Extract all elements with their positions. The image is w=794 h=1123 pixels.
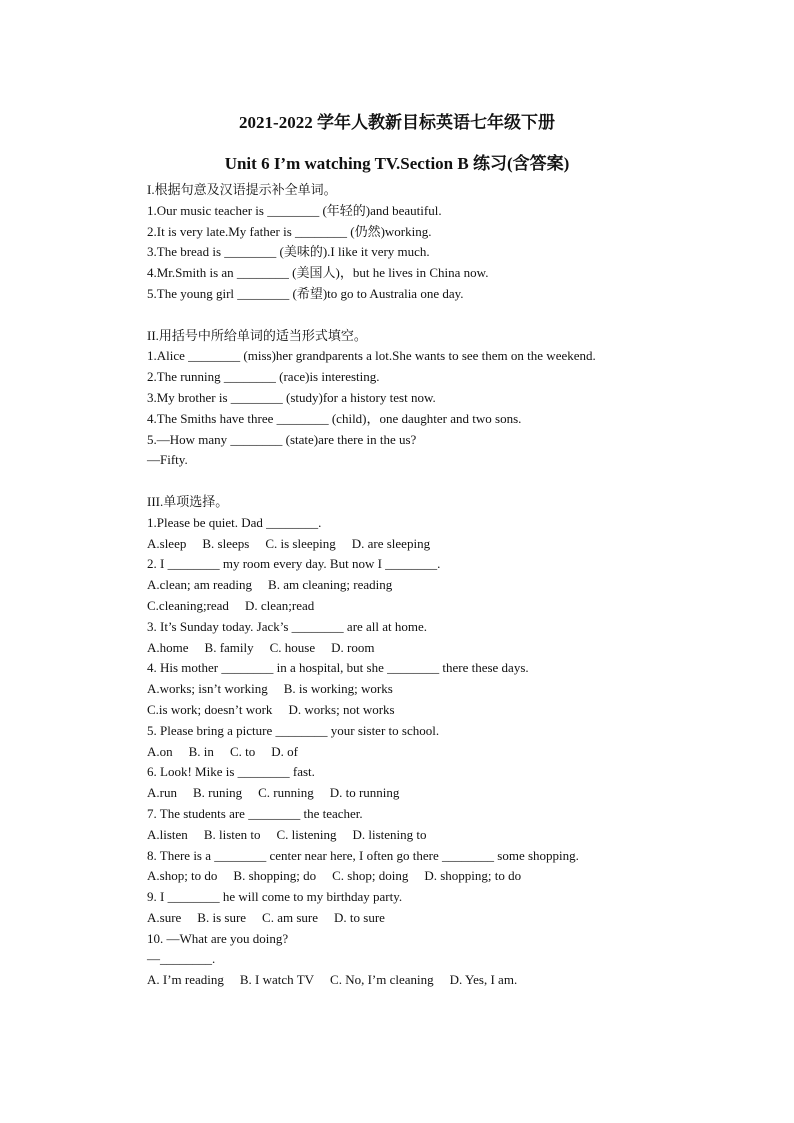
options-row xyxy=(147,825,767,846)
option: A.sure xyxy=(147,909,182,925)
option: C. running xyxy=(258,785,314,801)
option: A. I’m reading xyxy=(147,972,224,988)
option: D. works; not works xyxy=(288,701,395,717)
question: 10. —What are you doing? xyxy=(147,930,289,946)
option: B. runing xyxy=(192,785,243,801)
option: D. clean;read xyxy=(244,597,315,613)
option: B. in xyxy=(188,743,214,759)
options-row xyxy=(147,866,767,887)
option: B. am cleaning; reading xyxy=(268,577,393,593)
exercise-line: 5.—How many ________ (state)are there in the us? xyxy=(147,431,417,447)
section-heading: I.根据句意及汉语提示补全单词。 xyxy=(147,182,337,197)
option: A.on xyxy=(147,743,173,759)
question: 6. Look! Mike is ________ fast. xyxy=(147,764,315,780)
option: B. is sure xyxy=(197,909,247,925)
option: C. No, I’m cleaning xyxy=(330,972,434,988)
answer-blank: —________. xyxy=(147,951,216,967)
option: C. is sleeping xyxy=(265,535,336,551)
exercise-line: 2.The running ________ (race)is interesting. xyxy=(147,369,380,385)
options-row xyxy=(147,575,767,596)
document-subtitle: Unit 6 I’m watching TV.Section B 练习(含答案) xyxy=(224,154,570,173)
question: 2. I ________ my room every day. But now I ________. xyxy=(147,556,441,572)
question: 3. It’s Sunday today. Jack’s ________ are all at home. xyxy=(147,618,428,634)
exercise-line: 3.The bread is ________ (美味的).I like it very much. xyxy=(147,244,430,260)
option: D. to running xyxy=(329,785,400,801)
options-row xyxy=(147,783,767,804)
exercise-line: 3.My brother is ________ (study)for a history test now. xyxy=(147,389,436,405)
option: A.works; isn’t working xyxy=(147,681,268,697)
exercise-line: 4.The Smiths have three ________ (child)，one daughter and two sons. xyxy=(147,410,522,426)
option: B. I watch TV xyxy=(239,972,315,988)
option: C.is work; doesn’t work xyxy=(147,701,273,717)
question: 8. There is a ________ center near here, I often go there ________ some shopping. xyxy=(147,847,579,863)
section-heading: III.单项选择。 xyxy=(147,493,229,509)
option: D. Yes, I am. xyxy=(449,972,518,988)
option: A.shop; to do xyxy=(147,868,218,884)
exercise-line: 5.The young girl ________ (希望)to go to Australia one day. xyxy=(147,285,464,301)
question: 9. I ________ he will come to my birthday party. xyxy=(147,889,403,905)
option: C. house xyxy=(269,639,316,655)
question: 1.Please be quiet. Dad ________. xyxy=(147,514,322,530)
options-row xyxy=(147,534,767,555)
option: D. are sleeping xyxy=(351,535,431,551)
option: A.run xyxy=(147,785,177,801)
options-row xyxy=(147,679,767,700)
exercise-line: 1.Our music teacher is ________ (年轻的)and beautiful. xyxy=(147,202,442,218)
spacer xyxy=(147,305,767,326)
document-title: 2021-2022 学年人教新目标英语七年级下册 xyxy=(239,113,555,132)
options-row xyxy=(147,742,767,763)
exercise-line: —Fifty. xyxy=(147,452,188,468)
option: A.sleep xyxy=(147,535,187,551)
options-row xyxy=(147,700,767,721)
spacer xyxy=(147,471,767,492)
option: A.home xyxy=(147,639,189,655)
option: D. to sure xyxy=(334,909,385,925)
option: B. listen to xyxy=(203,826,261,842)
option: B. shopping; do xyxy=(233,868,317,884)
option: B. sleeps xyxy=(202,535,250,551)
options-row xyxy=(147,638,767,659)
option: B. is working; works xyxy=(283,681,393,697)
options-row xyxy=(147,970,767,991)
option: D. listening to xyxy=(352,826,427,842)
option: D. of xyxy=(271,743,298,759)
exercise-line: 2.It is very late.My father is ________ (仍然)working. xyxy=(147,223,432,239)
option: C. listening xyxy=(276,826,337,842)
option: A.listen xyxy=(147,826,188,842)
option: D. room xyxy=(331,639,375,655)
option: D. shopping; to do xyxy=(424,868,522,884)
options-row xyxy=(147,908,767,929)
option: B. family xyxy=(204,639,254,655)
exercise-line: 1.Alice ________ (miss)her grandparents a lot.She wants to see them on the weekend. xyxy=(147,348,596,364)
question: 7. The students are ________ the teacher. xyxy=(147,805,363,821)
document-body xyxy=(147,180,767,991)
exercise-line: 4.Mr.Smith is an ________ (美国人)，but he lives in China now. xyxy=(147,265,489,281)
option: C.cleaning;read xyxy=(147,597,229,613)
option: C. am sure xyxy=(262,909,319,925)
option: C. to xyxy=(229,743,256,759)
options-row xyxy=(147,596,767,617)
section-heading: II.用括号中所给单词的适当形式填空。 xyxy=(147,327,367,343)
question: 4. His mother ________ in a hospital, but she ________ there these days. xyxy=(147,660,529,676)
question: 5. Please bring a picture ________ your sister to school. xyxy=(147,722,440,738)
option: A.clean; am reading xyxy=(147,577,253,593)
option: C. shop; doing xyxy=(332,868,409,884)
